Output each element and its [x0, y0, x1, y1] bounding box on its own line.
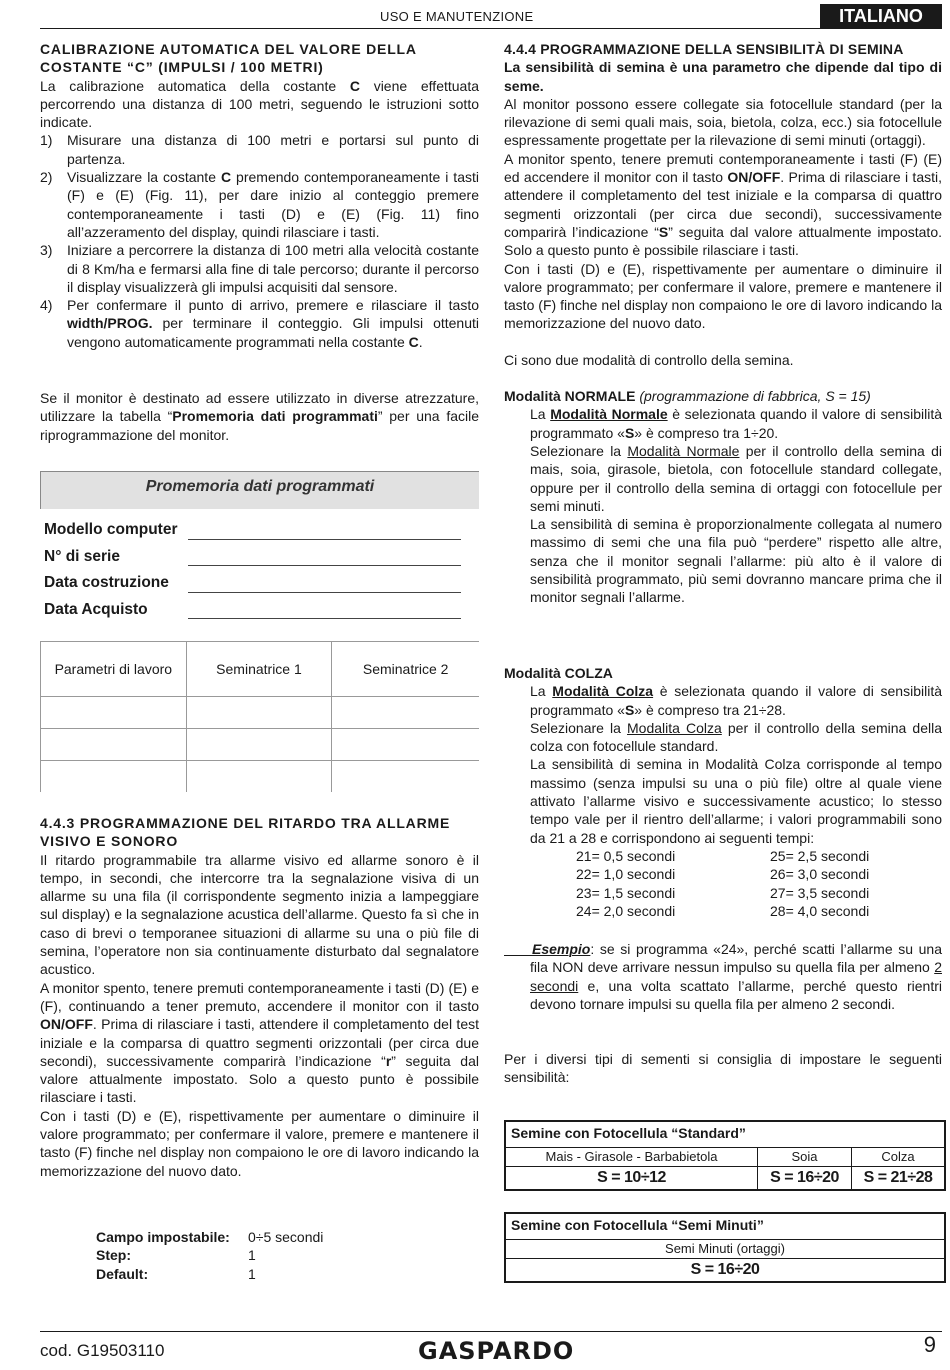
- standard-label-soia: Soia: [758, 1148, 852, 1167]
- mode-colza-title: Modalità COLZA: [504, 665, 613, 681]
- calibration-intro: La calibrazione automatica della costante C viene effettuata percorrendo una distanza di 100 metri, seguendo le istruzioni sotto indicate.: [40, 77, 480, 131]
- calibration-step-4: 4) Per confermare il punto di arrivo, premere e rilasciare il tasto width/PROG. per terminare il conteggio. Gli impulsi ottenuti vengono automaticamente programmati nella costante C.: [40, 297, 479, 350]
- page-number: 9: [923, 1332, 936, 1357]
- section-444-paragraph-4: Ci sono due modalità di controllo della semina.: [504, 351, 794, 368]
- memo-field-serial: N° di serie: [40, 548, 479, 575]
- minute-table-label: Semi Minuti (ortaggi): [506, 1240, 944, 1259]
- calibration-step-1: 1) Misurare una distanza di 100 metri e portarsi sul punto di partenza.: [40, 132, 479, 167]
- brand-logo: GASPARDO: [418, 1337, 575, 1365]
- calibration-step-3: 3) Iniziare a percorrere la distanza di 100 metri alla velocità costante di 8 Km/ha e fermarsi alla fine di tale percorso; durante il percorso il display visualizzerà gli impulsi acquisiti dal sensore.: [40, 242, 479, 295]
- advice-paragraph: Per i diversi tipi di sementi si consiglia di impostare le seguenti sensibilità:: [504, 1051, 942, 1086]
- mode-colza: [504, 664, 942, 920]
- mode-normal-body: La Modalità Normale è selezionata quando il valore di sensibilità programmato «S» è compreso tra 1÷20. Selezionare la Modalità Normale per il controllo della semina di mais, soia, girasole, bietola, con fotocellule standard collegate, oppure per il controllo della semina di ortaggi con fotocellule per semi minuti. La sensibilità di semina è proporzionalmente collegata al numero massimo di semi che una fila può “perdere” rispetto alle altre, senza che il monitor segnali l’allarme: più alto è il valore di sensibilità programmato, più semi dovranno mancare prima che il monitor segnali l’allarme.: [530, 406, 942, 606]
- memo-field-line: [188, 539, 461, 540]
- document-code: cod. G19503110: [40, 1341, 165, 1360]
- params-row: [41, 761, 480, 793]
- memo-field-line: [188, 618, 461, 619]
- calibration-title-line2: COSTANTE “C” (IMPULSI / 100 METRI): [40, 59, 324, 76]
- section-444: [504, 40, 942, 607]
- standard-sensitivity-table: [504, 1120, 946, 1191]
- standard-label-colza: Colza: [852, 1148, 944, 1167]
- params-header-seeder-1: Seminatrice 1: [186, 642, 332, 697]
- calibration-section: [40, 40, 479, 351]
- example-paragraph: Esempio: se si programma «24», perché scatti l’allarme su una fila NON deve arrivare nessun impulso su quella fila per almeno 2 secondi e, una volta scattato l’allarme, perché questo rientri devono tornare impulsi su quella fila per almeno 2 secondi.: [530, 941, 942, 1012]
- standard-table-title: Semine con Fotocellula “Standard”: [506, 1122, 944, 1148]
- language-badge: ITALIANO: [820, 4, 942, 28]
- mode-colza-body: La Modalità Colza è selezionata quando il valore di sensibilità programmato «S» è compreso tra 21÷28. Selezionare la Modalita Colza per il controllo della semina della colza con fotocellule standard. La sensibilità di semina in Modalità Colza corrisponde al tempo massimo (senza impulsi su una o più file) oltre al quale viene attivato l’allarme visivo e successivamente acustico; lo stesso tempo vale per il rientro dell’allarme; i valori programmabili sono da 21 a 28 e corrispondono ai seguenti tempi:: [530, 683, 943, 846]
- params-row: [41, 697, 480, 729]
- standard-label-mais: Mais - Girasole - Barbabietola: [506, 1148, 758, 1167]
- calibration-step-2: 2) Visualizzare la costante C premendo contemporaneamente i tasti (F) e (E) (Fig. 11), per dare inizio al conteggio premere contemporaneamente i tasti (D) e (E) (Fig. 11) fino all’azzeramento del display, quindi rilasciare i tasti.: [40, 169, 479, 240]
- section-444-subtitle: La sensibilità di semina è una parametro che dipende dal tipo di seme.: [504, 59, 942, 94]
- header-divider: [40, 28, 942, 29]
- params-header-seeder-2: Seminatrice 2: [332, 642, 479, 697]
- footer-divider: [40, 1331, 942, 1332]
- section-443-paragraph-2: A monitor spento, tenere premuti contemporaneamente i tasti (D) (E) e (F), continuando a tener premuto, accendere il monitor con il tasto ON/OFF. Prima di rilasciare i tasti, attendere il completamento del test iniziale e la comparsa di quattro segmenti orizzontali (per circa due secondi), successivamente comparirà l’indicazione “r” seguita dal valore attualmente impostato. Solo a questo punto è possibile rilasciare i tasti.: [40, 979, 479, 1106]
- memo-field-line: [188, 565, 461, 566]
- memo-field-model: Modello computer: [40, 521, 479, 548]
- section-444-title: 4.4.4 PROGRAMMAZIONE DELLA SENSIBILITÀ DI SEMINA: [504, 41, 904, 57]
- mode-normal-title: Modalità NORMALE (programmazione di fabbrica, S = 15): [504, 388, 871, 405]
- params-header-work: Parametri di lavoro: [41, 642, 187, 697]
- section-header: USO E MANUTENZIONE: [380, 9, 534, 24]
- minute-table-title: Semine con Fotocellula “Semi Minuti”: [506, 1214, 944, 1240]
- section-443-title-line2: VISIVO E SONORO: [40, 833, 179, 850]
- params-table: [40, 641, 479, 792]
- minute-table-value: S = 16÷20: [690, 1261, 760, 1278]
- section-443: [40, 814, 479, 1180]
- standard-value-colza: S = 21÷28: [863, 1169, 933, 1186]
- memo-field-purchase-date: Data Acquisto: [40, 601, 479, 628]
- memo-field-build-date: Data costruzione: [40, 574, 479, 601]
- section-443-paragraph-1: Il ritardo programmabile tra allarme visivo ed allarme sonoro è il tempo, in secondi, che intercorre tra la segnalazione visiva di un allarme su una fila (il corrispondente segmento inizia a lampeggiare sul display) e la segnalazione acustica dell’allarme. Questo fa sì che in caso di brevi o temporanee situazioni di allarme su una o più file di semina, l’operatore non sia continuamente disturbato dal segnalatore acustico.: [40, 851, 479, 978]
- settings-range: Campo impostabile: 0÷5 secondi Step: 1 Default: 1: [96, 1229, 324, 1282]
- memo-note: Se il monitor è destinato ad essere utilizzato in diverse atrezzature, utilizzare la tabella “Promemoria dati programmati” per una facile riprogrammazione del monitor.: [40, 390, 480, 443]
- calibration-steps: [40, 131, 479, 351]
- memo-title: Promemoria dati programmati: [40, 471, 479, 509]
- params-row: [41, 729, 480, 761]
- memo-form: [40, 471, 479, 627]
- standard-value-mais: S = 10÷12: [506, 1167, 758, 1189]
- memo-field-line: [188, 592, 461, 593]
- minute-seeds-sensitivity-table: [504, 1212, 946, 1283]
- section-444-paragraph-2: A monitor spento, tenere premuti contemporaneamente i tasti (F) (E) ed accendere il monitor con il tasto ON/OFF. Prima di rilasciare i tasti, attendere il completamento del test iniziale e la comparsa di quattro segmenti orizzontali (per circa due secondi), successivamente comparirà l’indicazione “S” seguita dal valore attualmente impostato. Solo a questo punto è possibile rilasciare i tasti.: [504, 150, 942, 259]
- section-443-paragraph-3: Con i tasti (D) e (E), rispettivamente per aumentare o diminuire il valore programmato; per confermare il valore, premere e mantenere il tasto (F) finche nel display non compaiono le ore di lavoro indicando la memorizzazione del nuovo dato.: [40, 1107, 479, 1179]
- standard-value-soia: S = 16÷20: [758, 1167, 852, 1189]
- section-444-paragraph-1: Al monitor possono essere collegate sia fotocellule standard (per la rilevazione di semi quali mais, soia, bietola, colza, ecc.) sia fotocellule espressamente progettate per la rilevazione di semi minuti (ortaggi).: [504, 95, 942, 149]
- colza-times-list: 21= 0,5 secondi 25= 2,5 secondi 22= 1,0 secondi 26= 3,0 secondi 23= 1,5 secondi 27= 3,5 secondi 24= 2,0 secondi 28= 4,0 secondi: [576, 847, 870, 919]
- params-header-row: [41, 642, 480, 697]
- section-443-title-line1: 4.4.3 PROGRAMMAZIONE DEL RITARDO TRA ALLARME: [40, 815, 451, 831]
- section-444-paragraph-3: Con i tasti (D) e (E), rispettivamente per aumentare o diminuire il valore programmato; per confermare il valore, premere e mantenere il tasto (F) finche nel display non compaiono le ore di lavoro indicando la memorizzazione del nuovo dato.: [504, 260, 942, 332]
- calibration-title-line1: CALIBRAZIONE AUTOMATICA DEL VALORE DELLA: [40, 41, 417, 57]
